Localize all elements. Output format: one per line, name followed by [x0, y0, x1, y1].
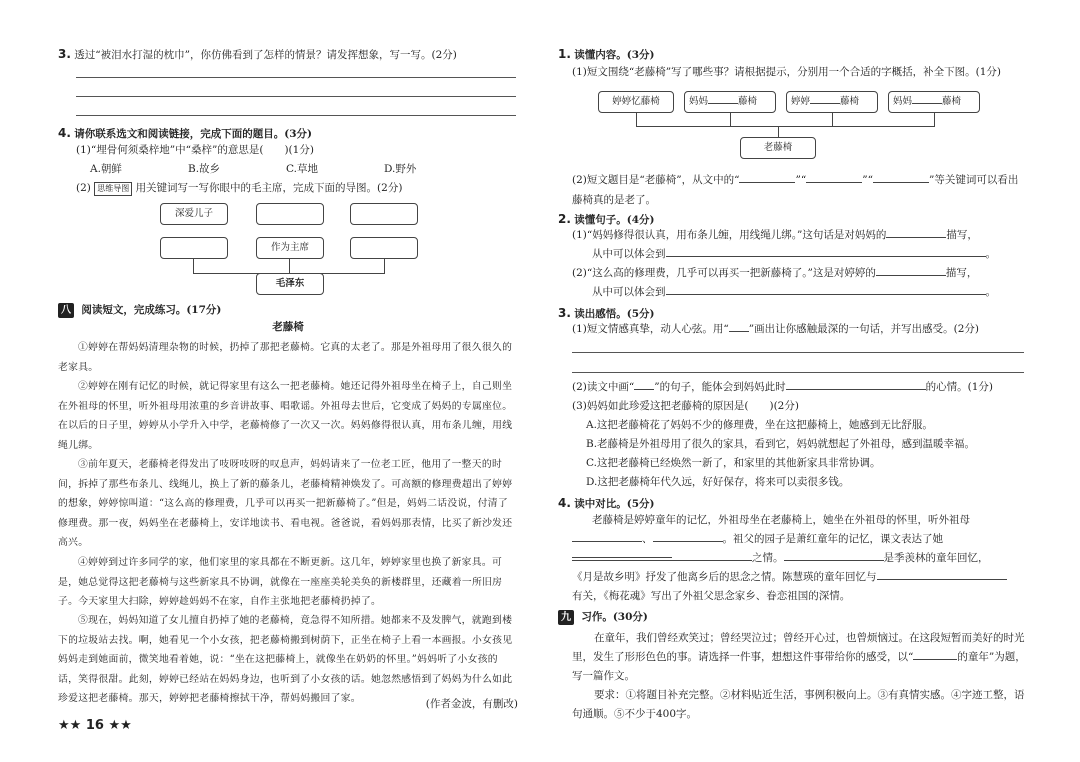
answer-line[interactable] [76, 77, 516, 78]
q4-sub2-prefix: (2) [76, 182, 91, 194]
rq4-line5: 有关，《梅花魂》写出了外祖父思念家乡、眷恋祖国的深情。 [572, 590, 851, 602]
rq4-line3: 之情。 是季羡林的童年回忆， [572, 551, 1028, 567]
q4-sub1: (1)“埋骨何须桑梓地”中“桑梓”的意思是( )(1分) [76, 144, 314, 156]
rq2-sub2-line2: 从中可以体会到 。 [592, 286, 996, 298]
diagram-connector [730, 113, 731, 126]
rq3-option-a[interactable]: A.这把老藤椅花了妈妈不少的修理费，坐在这把藤椅上，她感到无比舒服。 [586, 419, 933, 431]
rq4-line2: 、 。祖父的园子是萧红童年的记忆，课文表达了她 [572, 532, 1028, 564]
rq4-line4: 《月是故乡明》抒发了他离乡后的思念之情。陈慧瑛的童年回忆与 [572, 570, 1028, 586]
q3-number: 3. [58, 47, 71, 61]
rq2-text: 读懂句子。(4分) [574, 214, 655, 226]
section8-tag: 八 [58, 303, 74, 318]
article-p4: ④婷婷到过许多同学的家，他们家里的家具都在不断更新。这几年，婷婷家里也换了新家具。可是，她总觉得这把老藤椅与这些新家具不协调，就像在一座座美轮美奂的新楼群里，还藏着一所旧房子。今天家里大扫除，婷婷趁妈妈不在家，自作主张地把老藤椅扔掉了。 [58, 557, 503, 607]
page-number: 16 [85, 718, 104, 733]
answer-line[interactable] [572, 372, 1024, 373]
article-p5: ⑤现在，妈妈知道了女儿擅自扔掉了她的老藤椅，竟急得不知所措。她都来不及发脾气，就跑到楼下的垃圾站去找。啊，她看见一个小女孩，把老藤椅搬到树荫下，正坐在椅子上看一本画报。小女孩见妈妈走到她面前，微笑地看着她，说：“坐在这把藤椅上，就像坐在奶奶的怀里。”妈妈听了小女孩的话，笑得很甜。此刻，婷婷已经站在妈妈身边，也听到了小女孩的话。她忽然感悟到了妈妈为什么如此珍爱这把老藤椅。那天，婷婷把老藤椅擦拭干净，帮妈妈搬回了家。 [58, 615, 513, 704]
q4-sub2-text: 用关键词写一写你眼中的毛主席，完成下面的导图。(2分) [135, 182, 403, 194]
mind-map-tag: 思维导图 [94, 182, 132, 196]
essay-prompt: 在童年，我们曾经欢笑过；曾经哭泣过；曾经开心过，也曾烦恼过。在这段短暂而美好的时光里，发生了形形色色的事。请选择一件事，想想这件事带给你的感受，以“ 的童年”为题，写一篇作文。 [572, 632, 1026, 682]
rq2-sub2: (2)“这么高的修理费，几乎可以再买一把新藤椅了。”这是对婷婷的 描写， [572, 267, 978, 279]
article-source: (作者金波，有删改) [425, 698, 518, 710]
diagram-connector [636, 126, 935, 127]
q4-options [90, 162, 510, 178]
option-d[interactable]: D.野外 [384, 163, 417, 175]
rq3-sub1: (1)短文情感真挚，动人心弦。用“ ”画出让你感触最深的一句话，并写出感受。(2分) [572, 323, 979, 335]
rq1-number: 1. [558, 47, 571, 61]
article-p2: ②婷婷在刚有记忆的时候，就记得家里有这么一把老藤椅。她还记得外祖母坐在椅子上，自己则坐在外祖母的怀里，听外祖母用浓重的乡音讲故事、唱歌谣。外祖母去世后，它变成了妈妈的专属座位。在以后的日子里，婷婷从小学升入中学，老藤椅修了一次又一次。妈妈修得很认真，用布条儿缠，用线绳儿绑。 [58, 381, 513, 451]
page-footer [58, 716, 132, 736]
diagram-connector [778, 126, 779, 137]
section9-header [558, 610, 1028, 626]
left-q4 [58, 124, 518, 143]
section8-title: 阅读短文，完成练习。(17分) [81, 304, 222, 316]
answer-line[interactable] [76, 115, 516, 116]
left-q3 [58, 45, 518, 64]
right-q3 [558, 304, 1028, 323]
option-a[interactable]: A.朝鲜 [90, 163, 122, 175]
option-b[interactable]: B.故乡 [188, 163, 221, 175]
map-connector [384, 259, 385, 273]
rq3-option-c[interactable]: C.这把老藤椅已经焕然一新了，和家里的其他新家具非常协调。 [586, 457, 881, 469]
map-box-blank[interactable] [350, 203, 418, 225]
diagram-connector [636, 113, 637, 126]
answer-line[interactable] [572, 352, 1024, 353]
map-box-as-chairman: 作为主席 [256, 237, 324, 259]
right-q2 [558, 210, 1028, 229]
rq3-option-b[interactable]: B.老藤椅是外祖母用了很久的家具，看到它，妈妈就想起了外祖母，感到温暖幸福。 [586, 438, 976, 450]
map-connector [193, 259, 194, 273]
section8-header [58, 303, 518, 319]
rq4-line1: 老藤椅是婷婷童年的记忆，外祖母坐在老藤椅上，她坐在外祖母的怀里，听外祖母 [592, 514, 970, 526]
diagram-box-recall: 婷婷忆藤椅 [598, 91, 674, 113]
q4-text: 请你联系选文和阅读链接，完成下面的题目。(3分) [74, 128, 313, 140]
map-box-love-son: 深爱儿子 [160, 203, 228, 225]
section9-tag: 九 [558, 610, 574, 625]
diagram-connector [934, 113, 935, 126]
diagram-box-mom2[interactable]: 妈妈 藤椅 [888, 91, 980, 113]
q4-number: 4. [58, 126, 71, 140]
rq4-number: 4. [558, 496, 571, 510]
section9-title: 习作。(30分) [581, 611, 648, 623]
rq4-text: 读中对比。(5分) [574, 498, 655, 510]
rq3-option-d[interactable]: D.这把老藤椅年代久远，好好保存，将来可以卖很多钱。 [586, 476, 850, 488]
essay-requirements: 要求：①将题目补充完整。②材料贴近生活，事例积极向上。③有真情实感。④字迹工整，语句通顺。⑤不少于400字。 [572, 689, 1025, 720]
option-c[interactable]: C.草地 [286, 163, 318, 175]
diagram-box-mom[interactable]: 妈妈 藤椅 [684, 91, 776, 113]
article-p3: ③前年夏天，老藤椅老得发出了吱呀吱呀的叹息声，妈妈请来了一位老工匠，他用了一整天的时间，拆掉了那些布条儿、线绳儿，换上了新的藤条儿，老藤椅精神焕发了。可高额的修理费超出了婷婷的想象，婷婷惊叫道：“这么高的修理费，几乎可以再买一把新藤椅了。”但是，妈妈二话没说，付清了修理费。那一夜，妈妈坐在老藤椅上，安详地读书、看电视。爸爸说，看妈妈那表情，比买了新沙发还高兴。 [58, 459, 513, 548]
map-connector [289, 259, 290, 273]
rq3-text: 读出感悟。(5分) [574, 308, 655, 320]
answer-line[interactable] [76, 96, 516, 97]
diagram-root-old-chair: 老藤椅 [740, 137, 816, 159]
article-title: 老藤椅 [272, 321, 304, 333]
map-box-blank[interactable] [256, 203, 324, 225]
rq2-sub1-line2: 从中可以体会到 。 [592, 248, 996, 260]
right-q1 [558, 45, 1028, 64]
article-p1: ①婷婷在帮妈妈清理杂物的时候，扔掉了那把老藤椅。它真的太老了。那是外祖母用了很久很久的老家具。 [58, 342, 513, 373]
rq2-number: 2. [558, 212, 571, 226]
map-box-blank[interactable] [350, 237, 418, 259]
rq3-number: 3. [558, 306, 571, 320]
map-root-mao: 毛泽东 [256, 273, 324, 295]
star-icon: ★★ [58, 718, 82, 733]
q4-sub2 [76, 181, 516, 197]
rq1-sub2: (2)短文题目是“老藤椅”，从文中的“ ”“ ”“ ”等关键词可以看出藤椅真的是老了。 [572, 174, 1019, 206]
diagram-box-tingting[interactable]: 婷婷 藤椅 [786, 91, 878, 113]
diagram-connector [832, 113, 833, 126]
star-icon: ★★ [108, 718, 132, 733]
rq2-sub1: (1)“妈妈修得很认真，用布条儿缠，用线绳儿绑。”这句话是对妈妈的 描写， [572, 229, 978, 241]
rq3-sub2: (2)读文中画“ ”的句子，能体会到妈妈此时 的心情。(1分) [572, 381, 993, 393]
q3-text: 透过“被泪水打湿的枕巾”，你仿佛看到了怎样的情景？请发挥想象，写一写。(2分) [74, 49, 457, 61]
rq1-sub1: (1)短文围绕“老藤椅”写了哪些事？请根据提示，分别用一个合适的字概括，补全下图。(1分) [572, 66, 1001, 78]
map-box-blank[interactable] [160, 237, 228, 259]
right-q4 [558, 494, 1028, 513]
rq1-text: 读懂内容。(3分) [574, 49, 655, 61]
rq3-sub3: (3)妈妈如此珍爱这把老藤椅的原因是( )(2分) [572, 400, 799, 412]
